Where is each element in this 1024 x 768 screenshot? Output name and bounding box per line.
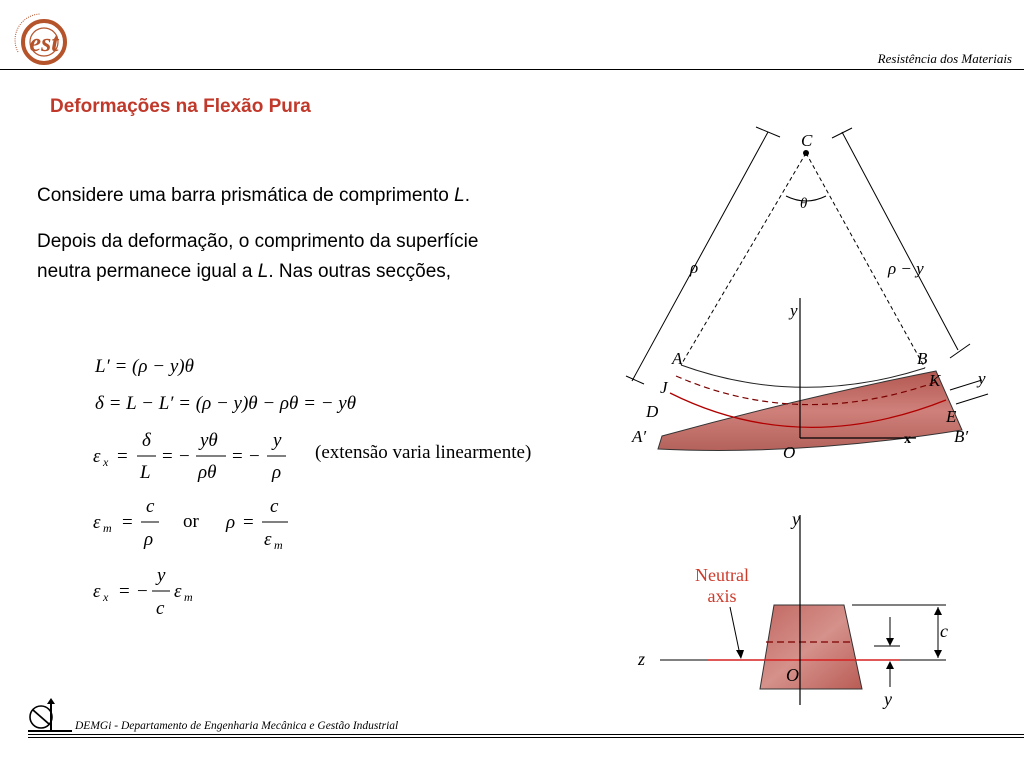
svg-text:−: − (179, 446, 190, 467)
label-rho: ρ (690, 258, 699, 277)
header-divider (0, 69, 1024, 70)
svg-text:=: = (232, 446, 243, 467)
section-z-axis-label: z (638, 649, 646, 669)
neutral-axis-label-line2: axis (707, 586, 737, 606)
section-y-dim-label: y (884, 689, 892, 709)
svg-text:ε: ε (93, 512, 101, 533)
paragraph-2-line1: Depois da deformação, o comprimento da superfície (37, 231, 479, 252)
svg-text:c: c (146, 496, 155, 517)
label-J: J (660, 378, 668, 397)
label-y-axis: y (790, 301, 798, 320)
label-O: O (783, 443, 796, 462)
svg-text:y: y (157, 565, 166, 586)
svg-text:=: = (122, 512, 133, 533)
svg-text:c: c (156, 598, 165, 619)
equation-3-note: (extensão varia linearmente) (315, 442, 532, 463)
footer-divider-2 (28, 737, 1024, 738)
svg-text:−: − (137, 581, 148, 602)
label-B-prime: B′ (954, 427, 969, 446)
svg-text:yθ: yθ (200, 430, 218, 451)
label-A-prime: A′ (632, 427, 647, 446)
equation-3-strain (90, 425, 300, 487)
svg-text:ρ: ρ (144, 529, 154, 550)
label-E: E (946, 407, 957, 426)
label-theta: θ (800, 196, 808, 212)
center-of-curvature (803, 150, 809, 156)
svg-text:−: − (249, 446, 260, 467)
svg-text:y: y (273, 430, 282, 451)
equation-1: L′ = (ρ − y)θ (95, 356, 194, 377)
paragraph-1-var: L (454, 185, 465, 206)
footer-divider (28, 734, 1024, 735)
label-rho-minus-y: ρ − y (888, 259, 924, 278)
label-D: D (646, 402, 659, 421)
svg-text:ε: ε (264, 529, 272, 550)
neutral-axis-label-line1: Neutral (695, 565, 749, 585)
svg-text:ρ: ρ (226, 512, 236, 533)
paragraph-1-end: . (464, 185, 470, 206)
equation-5-strain-linear (90, 563, 220, 625)
svg-text:m: m (103, 521, 112, 535)
department-logo (27, 696, 73, 734)
svg-text:m: m (184, 590, 193, 604)
svg-text:δ: δ (142, 430, 151, 451)
label-y-dim: y (978, 369, 986, 388)
label-x: x (904, 432, 911, 447)
svg-text:ρ: ρ (272, 462, 282, 483)
paragraph-1 (37, 181, 470, 211)
svg-text:L: L (140, 462, 151, 483)
footer-department: DEMGi - Departamento de Engenharia Mecânica e Gestão Industrial (75, 720, 399, 732)
svg-text:m: m (274, 538, 283, 552)
section-c-label: c (940, 621, 948, 641)
svg-text:ε: ε (93, 446, 101, 467)
svg-text:x: x (103, 455, 109, 469)
section-O-label: O (786, 665, 799, 685)
svg-text:=: = (119, 581, 130, 602)
equation-2: δ = L − L′ = (ρ − y)θ − ρθ = − yθ (95, 393, 357, 414)
paragraph-2-line2-a: neutra permanece igual a (37, 261, 258, 282)
course-subject: Resistência dos Materiais (877, 51, 1012, 66)
label-A: A (672, 349, 683, 368)
svg-text:x: x (103, 590, 109, 604)
svg-text:=: = (117, 446, 128, 467)
trapezoid-section (760, 605, 862, 689)
svg-text:c: c (270, 496, 279, 517)
svg-text:=: = (162, 446, 173, 467)
slide-title: Deformações na Flexão Pura (50, 96, 311, 117)
svg-text:=: = (243, 512, 254, 533)
school-logo (8, 6, 72, 68)
paragraph-1-text: Considere uma barra prismática de comprimento (37, 185, 455, 206)
paragraph-2-var: L (257, 261, 269, 282)
section-y-axis-label: y (792, 509, 800, 529)
svg-text:est: est (29, 28, 59, 57)
svg-text:ρθ: ρθ (198, 462, 217, 483)
label-C: C (801, 131, 813, 150)
equation-4-or: or (183, 511, 199, 532)
bent-beam-figure (620, 118, 1024, 463)
paragraph-2-line2-b: . Nas outras secções, (268, 261, 452, 282)
label-K: K (929, 371, 941, 390)
svg-text:ε: ε (93, 581, 101, 602)
paragraph-2 (37, 227, 647, 287)
cross-section-figure (630, 505, 1024, 720)
svg-text:ε: ε (174, 581, 182, 602)
label-B: B (917, 349, 928, 368)
